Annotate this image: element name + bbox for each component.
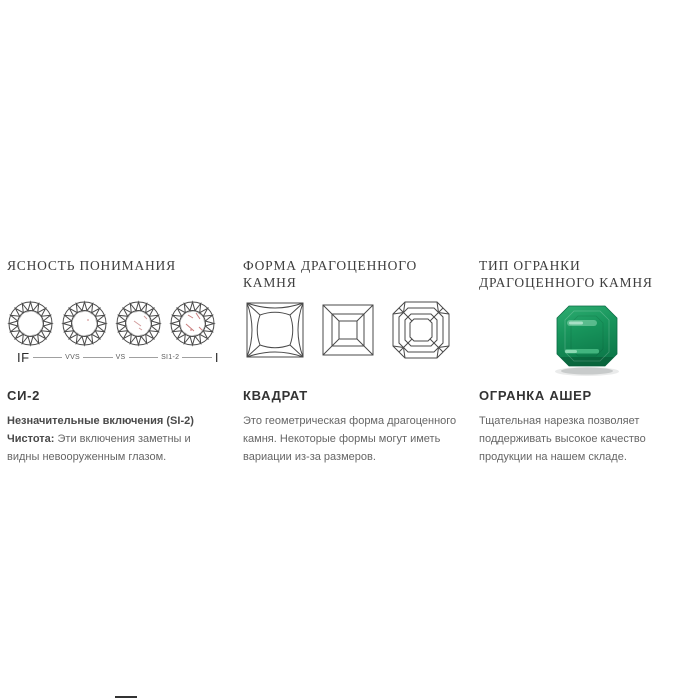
cut-heading: ТИП ОГРАНКИ ДРАГОЦЕННОГО КАМНЯ	[479, 258, 653, 290]
bottom-line	[115, 696, 137, 698]
scale-label-vvs: VVS	[65, 354, 81, 361]
scale-label-i: I	[214, 350, 219, 365]
clarity-stone-i-icon	[169, 300, 216, 347]
gem-photo-wrap	[479, 300, 695, 376]
cut-column	[479, 258, 695, 466]
clarity-description	[7, 412, 223, 466]
clarity-description-rest: Эти включения заметны и видны невооруженным глазом.	[7, 433, 191, 463]
asscher-cut-icon	[389, 300, 453, 360]
scale-line	[33, 357, 63, 358]
gem-attributes-section	[7, 258, 695, 466]
scale-line	[83, 357, 113, 358]
shape-name-title: КВАДРАТ	[243, 388, 308, 403]
emerald-gem-photo	[549, 302, 625, 376]
shape-column	[243, 258, 459, 466]
clarity-stone-vvs-icon	[61, 300, 108, 347]
clarity-stone-row	[7, 300, 223, 347]
clarity-column	[7, 258, 223, 466]
shape-description: Это геометрическая форма драгоценного камня. Некоторые формы могут иметь вариации из-за размеров.	[243, 415, 457, 463]
clarity-scale	[17, 350, 219, 365]
princess-cut-icon	[243, 300, 307, 360]
shape-row	[243, 300, 459, 360]
cut-photo-area	[479, 300, 695, 388]
shape-heading: ФОРМА ДРАГОЦЕННОГО КАМНЯ	[243, 258, 418, 290]
scale-label-vs: VS	[115, 354, 126, 361]
clarity-diagrams	[7, 300, 223, 388]
scale-label-if: IF	[17, 350, 30, 365]
scale-line	[129, 357, 159, 358]
shape-diagrams	[243, 300, 459, 388]
clarity-description-lead: Незначительные включения (SI-2) Чистота:	[7, 415, 194, 445]
clarity-grade-title: СИ-2	[7, 388, 41, 403]
cut-description: Тщательная нарезка позволяет поддерживать высокое качество продукции на нашем складе.	[479, 415, 646, 463]
clarity-heading: ЯСНОСТЬ ПОНИМАНИЯ	[7, 258, 176, 273]
clarity-stone-vs-icon	[115, 300, 162, 347]
scale-line	[182, 357, 212, 358]
scale-label-si: SI1-2	[161, 354, 180, 361]
square-cut-icon	[320, 300, 376, 360]
clarity-stone-if-icon	[7, 300, 54, 347]
cut-name-title: ОГРАНКА АШЕР	[479, 388, 592, 403]
